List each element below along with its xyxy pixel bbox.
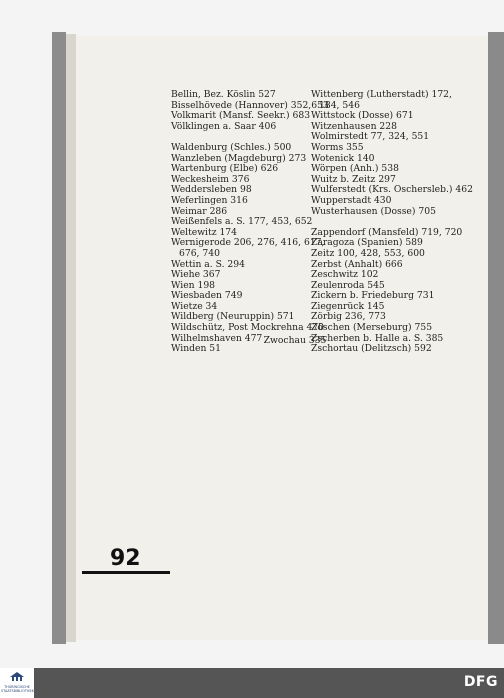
index-entry: Wanzleben (Magdeburg) 273 — [171, 152, 307, 164]
index-entry: Wupperstadt 430 — [311, 194, 392, 206]
index-entry: Zeschwitz 102 — [311, 269, 379, 281]
index-column-right — [311, 89, 473, 355]
viewer-bottom-bar — [0, 668, 504, 698]
index-entry: Wartenburg (Elbe) 626 — [171, 163, 279, 175]
page-gutter — [66, 34, 76, 642]
index-entry: Worms 355 — [311, 141, 364, 153]
index-entry: Wörpen (Anh.) 538 — [311, 163, 399, 175]
index-entry: Zerbst (Anhalt) 666 — [311, 258, 403, 270]
index-entry: Wettin a. S. 294 — [171, 258, 245, 270]
index-entry: Zschortau (Delitzsch) 592 — [311, 343, 432, 355]
page-number-rule — [82, 571, 170, 574]
index-entry: Weißenfels a. S. 177, 453, 652 — [171, 216, 313, 228]
library-logo-icon — [10, 672, 24, 682]
book-cover-left — [52, 32, 66, 644]
index-entry: Weddersleben 98 — [171, 184, 252, 196]
index-entry: Wiesbaden 749 — [171, 290, 243, 302]
index-entry: Weferlingen 316 — [171, 194, 248, 206]
index-entry: Zöschen (Merseburg) 755 — [311, 322, 433, 334]
index-entry: Witzenhausen 228 — [311, 120, 397, 132]
index-entry: Zickern b. Friedeburg 731 — [311, 290, 435, 302]
index-entry: Zscherben b. Halle a. S. 385 — [311, 332, 444, 344]
book-cover-right — [488, 32, 504, 644]
index-entry: Wilhelmshaven 477 — [171, 332, 263, 344]
index-entry: Wien 198 — [171, 279, 216, 291]
index-entry: Weimar 286 — [171, 205, 228, 217]
index-entry: Wietze 34 — [171, 300, 218, 312]
index-entry: Volkmarit (Mansf. Seekr.) 683 — [171, 110, 311, 122]
index-entry-final: Zwochau 335 — [263, 335, 327, 346]
index-entry: Völklingen a. Saar 406 — [171, 120, 277, 132]
index-entry: 184, 546 — [319, 99, 360, 111]
index-entry: 676, 740 — [179, 247, 220, 259]
index-entry: Zaragoza (Spanien) 589 — [311, 237, 423, 249]
index-entry: Zeitz 100, 428, 553, 600 — [311, 247, 425, 259]
index-entry: Zappendorf (Mansfeld) 719, 720 — [311, 226, 463, 238]
index-entry: Winden 51 — [171, 343, 221, 355]
index-entry: Wotenick 140 — [311, 152, 375, 164]
index-entry: Bellin, Bez. Köslin 527 — [171, 89, 276, 100]
index-entry: Wiehe 367 — [171, 269, 221, 281]
index-entry: Wittstock (Dosse) 671 — [311, 110, 414, 122]
index-entry: Wulferstedt (Krs. Oschersleb.) 462 — [311, 184, 473, 196]
index-entry: Wusterhausen (Dosse) 705 — [311, 205, 436, 217]
index-entry: Wildschütz, Post Mockrehna 470 — [171, 322, 325, 334]
page-number: 92 — [110, 546, 141, 571]
index-column-left — [171, 89, 329, 355]
index-entry: Wernigerode 206, 276, 416, 617, — [171, 237, 325, 249]
index-entry: Ziegenrück 145 — [311, 300, 385, 312]
index-entry: Waldenburg (Schles.) 500 — [171, 141, 292, 153]
index-entry: Bisselhövede (Hannover) 352,653 — [171, 99, 329, 111]
index-entry: Zeulenroda 545 — [311, 279, 385, 291]
index-entry: Zörbig 236, 773 — [311, 311, 386, 323]
index-entry: Wolmirstedt 77, 324, 551 — [311, 131, 430, 143]
index-entry: Wildberg (Neuruppin) 571 — [171, 311, 295, 323]
index-entry: Wuitz b. Zeitz 297 — [311, 173, 396, 185]
index-entry: Weckesheim 376 — [171, 173, 250, 185]
index-entry: Wittenberg (Lutherstadt) 172, — [311, 89, 452, 100]
library-logo-text: THÜRINGISCHE STAATSBIBLIOTHEK — [1, 685, 34, 693]
index-entry: Weltewitz 174 — [171, 226, 237, 238]
dfg-logo[interactable]: DFG — [463, 674, 498, 690]
